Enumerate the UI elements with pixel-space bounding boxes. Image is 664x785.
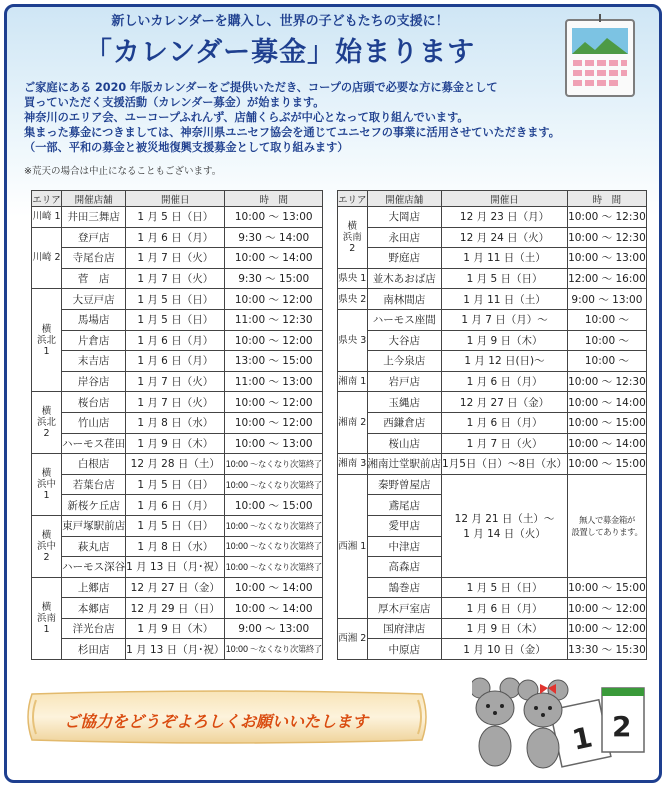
table-row xyxy=(338,268,647,289)
store-cell: 高森店 xyxy=(367,557,442,578)
date-cell: 1 月 11 日（土） xyxy=(442,248,568,269)
store-cell: 登戸店 xyxy=(62,227,126,248)
col-header-store: 開催店舗 xyxy=(62,191,126,207)
area-cell: 横 浜中 1 xyxy=(32,454,62,516)
time-cell: 9:00 ～ 13:00 xyxy=(225,618,323,639)
time-cell: 10:00 ～ 14:00 xyxy=(568,392,647,413)
date-cell: 12 月 29 日（日） xyxy=(126,598,225,619)
time-cell: 10:00 ～ 15:00 xyxy=(225,495,323,516)
table-row xyxy=(338,227,647,248)
time-cell: 10:00 ～ 12:00 xyxy=(225,330,323,351)
page-title: 「カレンダー募金」始まります xyxy=(84,37,476,68)
date-cell: 1 月 9 日（木） xyxy=(442,618,568,639)
time-cell: 10:00 ～ 14:00 xyxy=(225,598,323,619)
area-cell: 県央 1 xyxy=(338,268,368,289)
area-cell: 西湘 1 xyxy=(338,474,368,618)
time-cell: 10:00 ～ xyxy=(568,351,647,372)
store-cell: 片倉店 xyxy=(62,330,126,351)
table-row xyxy=(32,454,323,475)
table-row xyxy=(338,392,647,413)
time-cell: 10:00 ～ 15:00 xyxy=(568,412,647,433)
area-cell: 横 浜北 1 xyxy=(32,289,62,392)
area-cell: 湘南 3 xyxy=(338,454,368,475)
date-cell: 1 月 9 日（木） xyxy=(442,330,568,351)
mice-calendar-illustration xyxy=(472,664,650,772)
table-row xyxy=(338,351,647,372)
area-cell: 横 浜南 1 xyxy=(32,577,62,659)
col-header-store: 開催店舗 xyxy=(367,191,442,207)
store-cell: 上今泉店 xyxy=(367,351,442,372)
table-row xyxy=(32,392,323,413)
table-row xyxy=(338,371,647,392)
store-cell: 竹山店 xyxy=(62,412,126,433)
date-cell: 1 月 6 日（月） xyxy=(442,371,568,392)
time-cell: 10:00 ～ 12:30 xyxy=(568,227,647,248)
date-cell: 1 月 5 日（日） xyxy=(126,207,225,228)
date-cell: 1月5日（日）～8日（水） xyxy=(442,454,568,475)
date-cell: 12 月 21 日（土）～ 1 月 14 日（火） xyxy=(442,474,568,577)
time-cell: 9:00 ～ 13:00 xyxy=(568,289,647,310)
date-cell: 1 月 6 日（月） xyxy=(126,227,225,248)
table-row xyxy=(338,330,647,351)
store-cell: 寺尾台店 xyxy=(62,248,126,269)
time-cell: 10:00 ～なくなり次第終了 xyxy=(225,454,323,475)
table-row xyxy=(32,557,323,578)
table-row xyxy=(338,433,647,454)
store-cell: 玉縄店 xyxy=(367,392,442,413)
time-cell: 10:00 ～ xyxy=(568,330,647,351)
date-cell: 12 月 28 日（土） xyxy=(126,454,225,475)
area-cell: 横 浜中 2 xyxy=(32,515,62,577)
col-header-time: 時 間 xyxy=(568,191,647,207)
store-cell: 白根店 xyxy=(62,454,126,475)
time-cell: 13:30 ～ 15:30 xyxy=(568,639,647,660)
table-row xyxy=(32,577,323,598)
table-row xyxy=(338,577,647,598)
store-cell: 岸谷店 xyxy=(62,371,126,392)
table-row xyxy=(338,618,647,639)
table-row xyxy=(32,433,323,454)
table-row xyxy=(338,207,647,228)
table-row xyxy=(338,309,647,330)
date-cell: 1 月 5 日（日） xyxy=(126,474,225,495)
time-cell: 10:00 ～ 12:00 xyxy=(568,598,647,619)
time-cell: 10:00 ～ 15:00 xyxy=(568,454,647,475)
table-row xyxy=(32,515,323,536)
col-header-time: 時 間 xyxy=(225,191,323,207)
store-cell: 並木あおば店 xyxy=(367,268,442,289)
date-cell: 1 月 6 日（月） xyxy=(126,495,225,516)
store-cell: 洋光台店 xyxy=(62,618,126,639)
time-cell: 13:00 ～ 15:00 xyxy=(225,351,323,372)
store-cell: 湘南辻堂駅前店 xyxy=(367,454,442,475)
store-cell: 中津店 xyxy=(367,536,442,557)
area-cell: 湘南 2 xyxy=(338,392,368,454)
date-cell: 1 月 6 日（月） xyxy=(442,598,568,619)
area-cell: 川崎 2 xyxy=(32,227,62,289)
time-cell: 11:00 ～ 13:00 xyxy=(225,371,323,392)
store-cell: 永田店 xyxy=(367,227,442,248)
schedule-table-right xyxy=(337,190,647,660)
store-cell: 菅 店 xyxy=(62,268,126,289)
date-cell: 1 月 9 日（木） xyxy=(126,433,225,454)
store-cell: 国府津店 xyxy=(367,618,442,639)
date-cell: 1 月 7 日（火） xyxy=(442,433,568,454)
time-cell: 10:00 ～ 14:00 xyxy=(225,248,323,269)
subtitle: 新しいカレンダーを購入し、世界の子どもたちの支援に！ xyxy=(111,14,449,29)
table-row xyxy=(32,495,323,516)
table-row xyxy=(338,598,647,619)
date-cell: 12 月 24 日（火） xyxy=(442,227,568,248)
date-cell: 1 月 6 日（月） xyxy=(442,412,568,433)
col-header-date: 開催日 xyxy=(442,191,568,207)
intro-text xyxy=(24,80,624,155)
table-row xyxy=(32,248,323,269)
calendar-number-2: 2 xyxy=(612,710,632,743)
store-cell: 井田三舞店 xyxy=(62,207,126,228)
table-row xyxy=(32,289,323,310)
time-cell: 9:30 ～ 14:00 xyxy=(225,227,323,248)
time-cell: 無人で募金箱が 設置してあります。 xyxy=(568,474,647,577)
store-cell: 大岡店 xyxy=(367,207,442,228)
store-cell: 大谷店 xyxy=(367,330,442,351)
table-row xyxy=(32,371,323,392)
store-cell: 厚木戸室店 xyxy=(367,598,442,619)
time-cell: 10:00 ～ 14:00 xyxy=(225,577,323,598)
date-cell: 1 月 9 日（木） xyxy=(126,618,225,639)
time-cell: 10:00 ～ 12:30 xyxy=(568,371,647,392)
area-cell: 湘南 1 xyxy=(338,371,368,392)
area-cell: 川崎 1 xyxy=(32,207,62,228)
date-cell: 12 月 27 日（金） xyxy=(126,577,225,598)
table-row xyxy=(32,309,323,330)
time-cell: 10:00 ～ 12:00 xyxy=(225,289,323,310)
table-row xyxy=(32,351,323,372)
time-cell: 10:00 ～なくなり次第終了 xyxy=(225,515,323,536)
time-cell: 10:00 ～ 13:00 xyxy=(568,248,647,269)
date-cell: 1 月 6 日（月） xyxy=(126,330,225,351)
store-cell: 岩戸店 xyxy=(367,371,442,392)
store-cell: 鵠巻店 xyxy=(367,577,442,598)
store-cell: 中原店 xyxy=(367,639,442,660)
date-cell: 1 月 10 日（金） xyxy=(442,639,568,660)
table-row xyxy=(32,268,323,289)
date-cell: 1 月 5 日（日） xyxy=(442,577,568,598)
time-cell: 10:00 ～ xyxy=(568,309,647,330)
time-cell: 10:00 ～なくなり次第終了 xyxy=(225,557,323,578)
date-cell: 1 月 7 日（火） xyxy=(126,248,225,269)
store-cell: 桜山店 xyxy=(367,433,442,454)
schedule-table-left xyxy=(31,190,323,660)
intro-line: 買っていただく支援活動（カレンダー募金）が始まります。 xyxy=(24,96,325,109)
store-cell: 大豆戸店 xyxy=(62,289,126,310)
footer-message: ご協力をどうぞよろしくお願いいたします xyxy=(64,712,369,731)
wall-calendar-icon xyxy=(563,14,637,98)
date-cell: 12 月 23 日（月） xyxy=(442,207,568,228)
store-cell: 本郷店 xyxy=(62,598,126,619)
store-cell: ハーモス座間 xyxy=(367,309,442,330)
table-row xyxy=(338,248,647,269)
store-cell: 鳶尾店 xyxy=(367,495,442,516)
time-cell: 9:30 ～ 15:00 xyxy=(225,268,323,289)
date-cell: 1 月 5 日（日） xyxy=(126,289,225,310)
weather-note: ※荒天の場合は中止になることもございます。 xyxy=(24,166,222,177)
store-cell: 秦野曽屋店 xyxy=(367,474,442,495)
table-row xyxy=(32,207,323,228)
table-row xyxy=(338,289,647,310)
area-cell: 西湘 2 xyxy=(338,618,368,659)
date-cell: 1 月 7 日（月）～ xyxy=(442,309,568,330)
table-row xyxy=(338,474,647,495)
date-cell: 1 月 13 日（月･祝） xyxy=(126,557,225,578)
table-row xyxy=(32,536,323,557)
store-cell: 新桜ケ丘店 xyxy=(62,495,126,516)
time-cell: 10:00 ～ 13:00 xyxy=(225,207,323,228)
time-cell: 10:00 ～ 12:30 xyxy=(568,207,647,228)
store-cell: 南林間店 xyxy=(367,289,442,310)
table-row xyxy=(32,330,323,351)
time-cell: 10:00 ～なくなり次第終了 xyxy=(225,639,323,660)
time-cell: 10:00 ～ 12:00 xyxy=(568,618,647,639)
area-cell: 横 浜南 2 xyxy=(338,207,368,269)
calendar-number-1: 1 xyxy=(569,720,596,757)
time-cell: 10:00 ～ 15:00 xyxy=(568,577,647,598)
date-cell: 1 月 5 日（日） xyxy=(126,309,225,330)
store-cell: ハーモス深谷 xyxy=(62,557,126,578)
table-row xyxy=(32,474,323,495)
date-cell: 1 月 7 日（火） xyxy=(126,268,225,289)
date-cell: 1 月 8 日（水） xyxy=(126,536,225,557)
store-cell: 桜台店 xyxy=(62,392,126,413)
table-row xyxy=(338,639,647,660)
date-cell: 12 月 27 日（金） xyxy=(442,392,568,413)
table-row xyxy=(32,412,323,433)
time-cell: 10:00 ～ 12:00 xyxy=(225,412,323,433)
store-cell: 愛甲店 xyxy=(367,515,442,536)
store-cell: 西鎌倉店 xyxy=(367,412,442,433)
store-cell: 若葉台店 xyxy=(62,474,126,495)
date-cell: 1 月 7 日（火） xyxy=(126,371,225,392)
store-cell: 末吉店 xyxy=(62,351,126,372)
date-cell: 1 月 13 日（月･祝） xyxy=(126,639,225,660)
intro-line: （一部、平和の募金と被災地復興支援募金として取り組みます） xyxy=(24,141,349,154)
intro-line: 神奈川のエリア会、ユーコープふれんず、店舗くらぶが中心となって取り組んでいます。 xyxy=(24,111,469,124)
time-cell: 12:00 ～ 16:00 xyxy=(568,268,647,289)
date-cell: 1 月 5 日（日） xyxy=(442,268,568,289)
store-cell: 萩丸店 xyxy=(62,536,126,557)
store-cell: 杉田店 xyxy=(62,639,126,660)
time-cell: 10:00 ～なくなり次第終了 xyxy=(225,474,323,495)
table-row xyxy=(32,639,323,660)
col-header-area: エリア xyxy=(338,191,368,207)
table-row xyxy=(338,454,647,475)
time-cell: 10:00 ～なくなり次第終了 xyxy=(225,536,323,557)
store-cell: ハーモス荏田 xyxy=(62,433,126,454)
area-cell: 県央 2 xyxy=(338,289,368,310)
col-header-date: 開催日 xyxy=(126,191,225,207)
table-row xyxy=(338,412,647,433)
store-cell: 上郷店 xyxy=(62,577,126,598)
date-cell: 1 月 7 日（火） xyxy=(126,392,225,413)
store-cell: 馬場店 xyxy=(62,309,126,330)
date-cell: 1 月 11 日（土） xyxy=(442,289,568,310)
table-row xyxy=(32,618,323,639)
intro-line: ご家庭にある 2020 年版カレンダーをご提供いただき、コープの店頭で必要な方に募金として xyxy=(24,81,498,94)
time-cell: 10:00 ～ 12:00 xyxy=(225,392,323,413)
time-cell: 10:00 ～ 14:00 xyxy=(568,433,647,454)
store-cell: 野庭店 xyxy=(367,248,442,269)
col-header-area: エリア xyxy=(32,191,62,207)
time-cell: 10:00 ～ 13:00 xyxy=(225,433,323,454)
date-cell: 1 月 8 日（水） xyxy=(126,412,225,433)
area-cell: 県央 3 xyxy=(338,309,368,371)
table-row xyxy=(32,598,323,619)
date-cell: 1 月 12 日(日)～ xyxy=(442,351,568,372)
store-cell: 東戸塚駅前店 xyxy=(62,515,126,536)
area-cell: 横 浜北 2 xyxy=(32,392,62,454)
intro-line: 集まった募金につきましては、神奈川県ユニセフ協会を通じてユニセフの事業に活用させていただきます。 xyxy=(24,126,560,139)
table-row xyxy=(32,227,323,248)
date-cell: 1 月 5 日（日） xyxy=(126,515,225,536)
date-cell: 1 月 6 日（月） xyxy=(126,351,225,372)
time-cell: 11:00 ～ 12:30 xyxy=(225,309,323,330)
